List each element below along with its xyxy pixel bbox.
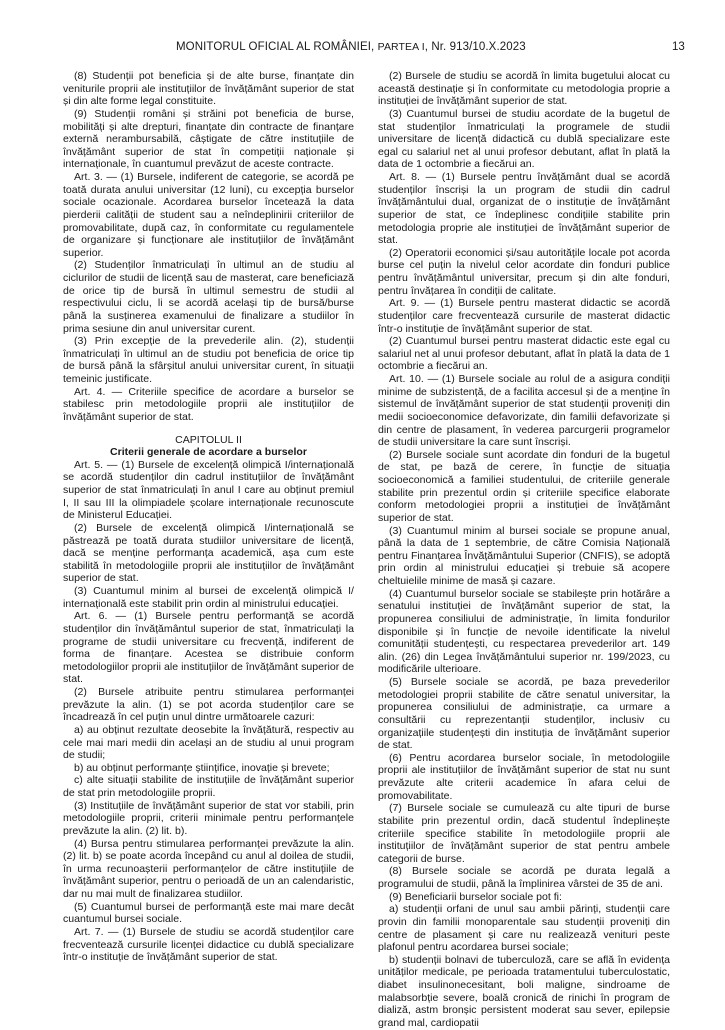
article-6: Art. 6. — (1) Bursele pentru performanță se acordă studenților din învățământul superior de stat, înmatriculați la programe de studii universitare cu frecvență, indiferent de forma de finanțare. Acestea se distribuie conform metodologiilor proprii ale instituțiilor de învățământ superior de stat. (63, 610, 354, 686)
left-column (63, 70, 354, 964)
article-5: Art. 5. — (1) Bursele de excelență olimpică I/internațională se acordă studenților din cadrul instituțiilor de învățământ superior de stat înmatriculați în anul I care au obținut premiul I, II sau III la olimpiadele școlare internaționale recunoscute de Ministerul Educației. (63, 458, 354, 522)
paragraph: (3) Cuantumul bursei de studiu acordate de la bugetul de stat studenților înmatriculați la programele de studii universitare de licență didactică cu dublă specializare este egal cu salariul net al unui profesor debutant, aflat în plată la data de 1 octombrie a fiecărui an. (378, 107, 670, 171)
paragraph: (4) Cuantumul burselor sociale se stabilește prin hotărâre a senatului instituției de învățământ superior de stat, la propunerea consiliului de administrație, în limita fondurilor disponibile și în funcție de nevoile identificate la nivelul comunității studențești, cu respectarea prevederilor art. 149 alin. (26) din Legea învățământului superior nr. 199/2023, cu modificările ulterioare. (378, 587, 670, 676)
paragraph: (3) Cuantumul minim al bursei sociale se propune anual, până la data de 1 septembrie, de către Comisia Națională pentru Finanțarea Învățământului Superior (CNFIS), se adoptă prin ordin al ministrului educației și trebuie să acopere cheltuielile minime de masă și cazare. (378, 524, 670, 587)
paragraph: (3) Instituțiile de învățământ superior de stat vor stabili, prin metodologiile proprii, criterii minimale pentru performanțele prevăzute la alin. (2) lit. b). (63, 799, 354, 837)
right-column (378, 70, 670, 1030)
article-9: Art. 9. — (1) Bursele pentru masterat didactic se acordă studenților care frecventează cursurile de masterat didactic într-o instituție de învățământ superior de stat. (378, 297, 670, 335)
page-header (0, 41, 725, 57)
list-item: b) au obținut performanțe științifice, inovație și brevete; (74, 761, 330, 774)
paragraph: (4) Bursa pentru stimularea performanței prevăzute la alin. (2) lit. b) se poate acorda începând cu anul al doilea de studii, în urma recunoașterii performanțelor de către instituțiile de învățământ superior, pentru o perioadă de un an calendaristic, dar nu mai mult de finalizarea studiilor. (63, 837, 354, 900)
list-item: a) au obținut rezultate deosebite la învățătură, respectiv au cele mai mari medii din același an de studiu al unui program de studii; (63, 723, 354, 762)
paragraph: (3) Cuantumul minim al bursei de excelență olimpică I/ internațională este stabilit prin ordin al ministrului educației. (63, 585, 354, 610)
paragraph: (5) Bursele sociale se acordă, pe baza prevederilor metodologiei proprii stabilite de către senatul universitar, la propunerea consiliului de administrație, ca urmare a consultării cu reprezentanții studenților, inclusiv cu organizațiile studențești din instituția de învățământ superior de stat. (378, 676, 670, 752)
list-item: b) studenții bolnavi de tuberculoză, care se află în evidența unităților medicale, pe perioada tratamentului tuberculostatic, diabet insulinonecesitant, boli maligne, sindroame de malabsorbție severe, boală cronică de rinichi în program de dializă, astm bronșic persistent moderat sau sever, epilepsie grand mal, cardiopatii (378, 953, 670, 1029)
publication-title: MONITORUL OFICIAL AL ROMÂNIEI, PARTEA I, Nr. 913/10.X.2023 (176, 41, 526, 53)
paragraph: (2) Bursele sociale sunt acordate din fonduri de la bugetul de stat, pe bază de cerere, în funcție de situația socioeconomică a familiei studentului, de criteriile generale stabilite prin prezentul ordin și criteriile specifice elaborate conform metodologiei proprii a instituției de învățământ superior de stat. (378, 448, 670, 524)
article-8: Art. 8. — (1) Bursele pentru învățământ dual se acordă studenților înscriși la un program de studii din cadrul învățământului dual, organizat de o instituție de învățământ superior de stat, ce îndeplinesc condițiile stabilite prin metodologia proprie ale instituției de învățământ superior de stat. (378, 171, 670, 247)
article-10: Art. 10. — (1) Bursele sociale au rolul de a asigura condiții minime de subzistență, de a facilita accesul și de a menține în sistemul de învățământ superior de stat studenții proveniți din medii socioeconomice defavorizate, din familii defavorizate și din centre de plasament, în vederea parcurgerii programelor de studii universitare la care sunt înscriși. (378, 373, 670, 449)
chapter-label: CAPITOLUL II (175, 433, 242, 446)
chapter-title: Criterii generale de acordare a burselor (110, 446, 307, 459)
paragraph: (9) Studenții români și străini pot beneficia de burse, mobilități și alte drepturi, finanțate din contracte de finanțare externă nerambursabilă, câștigate de către instituțiile de învățământ superior de stat în competiții naționale și internaționale, în cuantumul prevăzut de aceste contracte. (63, 107, 354, 171)
paragraph: (5) Cuantumul bursei de performanță este mai mare decât cuantumul bursei sociale. (63, 900, 354, 926)
article-4: Art. 4. — Criteriile specifice de acordare a burselor se stabilesc prin metodologiile proprii ale instituțiilor de învățământ superior de stat. (63, 385, 354, 423)
article-7: Art. 7. — (1) Bursele de studiu se acordă studenților care frecventează cursurile licenței didactice cu dublă specializare într-o instituție de învățământ superior de stat. (63, 925, 354, 964)
list-item: c) alte situații stabilite de instituțiile de învățământ superior de stat prin metodologiile proprii. (63, 774, 354, 799)
paragraph: (2) Bursele de excelență olimpică I/internațională se păstrează pe toată durata studiilor universitare de licență, dacă se menține performanța academică, așa cum este stabilită în metodologiile proprii ale instituțiilor de învățământ superior de stat. (63, 521, 354, 585)
paragraph: (8) Bursele sociale se acordă pe durata legală a programului de studii, până la împlinirea vârstei de 35 de ani. (378, 865, 670, 890)
article-3: Art. 3. — (1) Bursele, indiferent de categorie, se acordă pe toată durata anului universitar (12 luni), cu excepția burselor sociale ocazionale. Acordarea burselor încetează la data pierderii calității de student sau a neîndeplinirii criteriilor de promovabilitate, după caz, în conformitate cu regulamentele de organizare și funcționare ale instituțiilor de învățământ superior. (63, 171, 354, 259)
paragraph: (9) Beneficiarii burselor sociale pot fi: (389, 890, 562, 903)
paragraph: (2) Bursele atribuite pentru stimularea performanței prevăzute la alin. (1) se pot acorda studenților care se încadrează în cel puțin unul dintre următoarele cazuri: (63, 686, 354, 724)
paragraph: (8) Studenții pot beneficia și de alte burse, finanțate din veniturile proprii ale instituțiilor de învățământ superior de stat și din alte forme legal constituite. (63, 70, 354, 108)
paragraph: (3) Prin excepție de la prevederile alin. (2), studenții înmatriculați în ultimul an de studiu pot beneficia de orice tip de bursă până la sfârșitul anului universitar curent, în situații temeinic justificate. (63, 335, 354, 385)
paragraph: (2) Operatorii economici și/sau autoritățile locale pot acorda burse cel puțin la nivelul celor acordate din fonduri publice pentru învățământul universitar, precum și din alte fonduri, pentru învățarea în condiții de calitate. (378, 246, 670, 297)
paragraph: (6) Pentru acordarea burselor sociale, în metodologiile proprii ale instituțiilor de învățământ superior de stat nu sunt prevăzute alte criterii academice în afara celui de promovabilitate. (378, 751, 670, 802)
list-item: a) studenții orfani de unul sau ambii părinți, studenții care provin din familii monoparentale sau studenții proveniți din centre de plasament și care nu realizează venituri peste plafonul pentru acordarea bursei sociale; (378, 903, 670, 954)
paragraph: (7) Bursele sociale se cumulează cu alte tipuri de burse stabilite prin prezentul ordin, dacă studentul îndeplinește criteriile specifice stabilite în metodologiile proprii ale instituțiilor de învățământ superior de stat pentru ambele categorii de burse. (378, 802, 670, 865)
paragraph: (2) Bursele de studiu se acordă în limita bugetului alocat cu această destinație și în conformitate cu metodologia proprie a instituției de învățământ superior de stat. (378, 70, 670, 108)
paragraph: (2) Studenților înmatriculați în ultimul an de studiu al ciclurilor de studii de licență sau de masterat, care beneficiază de orice tip de bursă în ultimul semestru de studii al respectivului ciclu, li se acordă același tip de bursă/burse până la susținerea examenului de finalizare a studiilor în prima sesiune din anul universitar curent. (63, 259, 354, 335)
paragraph: (2) Cuantumul bursei pentru masterat didactic este egal cu salariul net al unui profesor debutant, aflat în plată la data de 1 octombrie a fiecărui an. (378, 335, 670, 373)
page-number: 13 (672, 41, 685, 53)
